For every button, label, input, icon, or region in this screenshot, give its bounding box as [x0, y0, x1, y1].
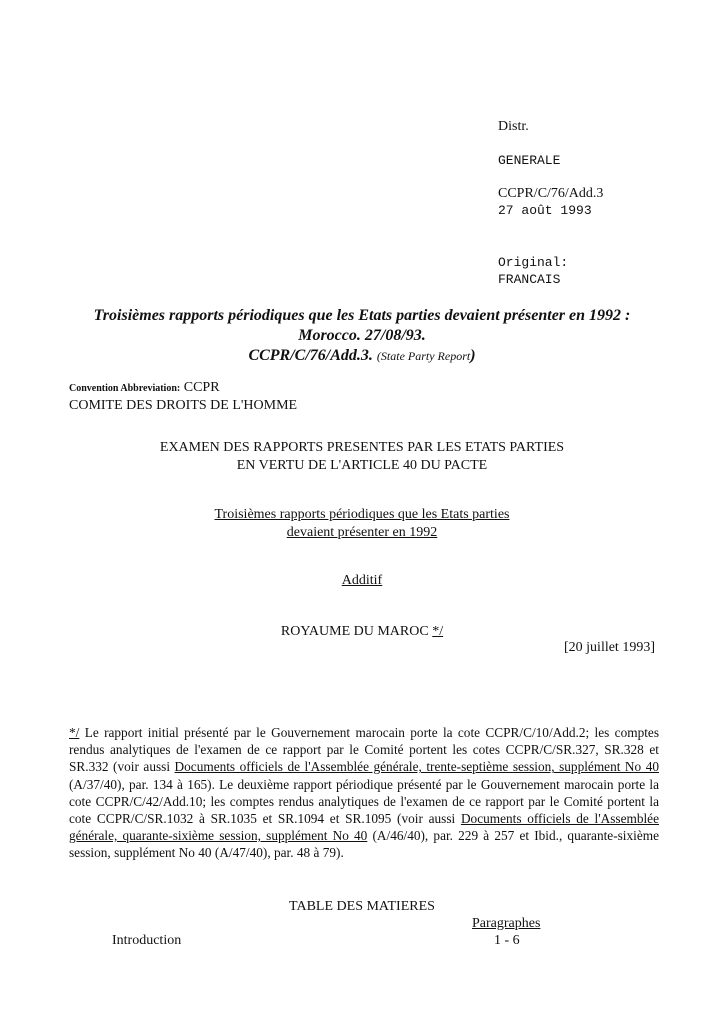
convention-abbreviation	[69, 380, 220, 396]
country-footnote-mark: */	[432, 624, 444, 639]
distr-label: Distr.	[498, 119, 529, 134]
footnote	[69, 724, 659, 862]
report-title	[0, 506, 724, 542]
exam-heading-line-1: EXAMEN DES RAPPORTS PRESENTES PAR LES ETATS PARTIES	[159, 440, 565, 455]
footnote-text-3: (A/46/40), par. 229 à 257 et Ibid., quarante-sixième session, supplément No 40 (A/47/40), par. 48 à 79).	[69, 828, 659, 861]
report-title-line-2: devaient présenter en 1992	[286, 525, 438, 540]
convention-value: CCPR	[183, 380, 220, 395]
distribution-label: GENERALE	[498, 153, 561, 168]
footnote-mark: */	[69, 725, 80, 740]
document-title	[40, 306, 684, 366]
original-label: Original:	[498, 255, 569, 270]
toc-column-header: Paragraphes	[472, 916, 541, 931]
footnote-text-1: Le rapport initial présenté par le Gouvernement marocain porte la cote CCPR/C/10/Add.2; les comptes rendus analytiques de l'examen de ce rapport par le Comité portent les cotes CCPR/C/SR.327, SR.328 et SR.332 (voir aussi	[69, 725, 659, 775]
title-line-2: Morocco. 27/08/93.	[298, 327, 426, 344]
report-type-note: (State Party Report	[376, 349, 471, 363]
committee-name: COMITE DES DROITS DE L'HOMME	[69, 398, 298, 413]
footnote-text-2: (A/37/40), par. 134 à 165). Le deuxième rapport périodique présenté par le Gouvernement marocain porte la cote CCPR/C/42/Add.10; les comptes rendus analytiques de l'examen de ce rapport par le Comité portent la cote CCPR/C/SR.1032 à SR.1035 et SR.1094 et SR.1095 (voir aussi	[69, 776, 659, 827]
toc-row-paragraphs: 1 - 6	[494, 933, 520, 948]
title-close-paren: )	[470, 347, 476, 364]
exam-heading-line-2: EN VERTU DE L'ARTICLE 40 DU PACTE	[236, 458, 488, 473]
additif-heading: Additif	[341, 573, 383, 588]
document-symbol: CCPR/C/76/Add.3	[498, 186, 604, 201]
title-line-3: CCPR/C/76/Add.3. (State Party Report)	[248, 347, 476, 364]
country-label: ROYAUME DU MAROC	[280, 624, 429, 639]
report-date: [20 juillet 1993]	[564, 640, 655, 655]
convention-label: Convention Abbreviation:	[69, 383, 181, 394]
document-date: 27 août 1993	[498, 203, 592, 218]
footnote-reference-1: Documents officiels de l'Assemblée générale, trente-septième session, supplément No 40	[174, 759, 659, 775]
title-symbol: CCPR/C/76/Add.3	[248, 347, 369, 364]
original-language: FRANCAIS	[498, 272, 561, 287]
report-title-line-1: Troisièmes rapports périodiques que les Etats parties	[214, 507, 510, 522]
toc-row-label: Introduction	[112, 933, 182, 948]
country-name	[0, 624, 724, 640]
title-line-1: Troisièmes rapports périodiques que les Etats parties devaient présenter en 1992 :	[93, 307, 631, 324]
toc-heading: TABLE DES MATIERES	[289, 899, 435, 914]
exam-heading	[0, 439, 724, 475]
footnote-reference-2: Documents officiels de l'Assemblée générale, quarante-sixième session, supplément No 40	[69, 811, 659, 844]
